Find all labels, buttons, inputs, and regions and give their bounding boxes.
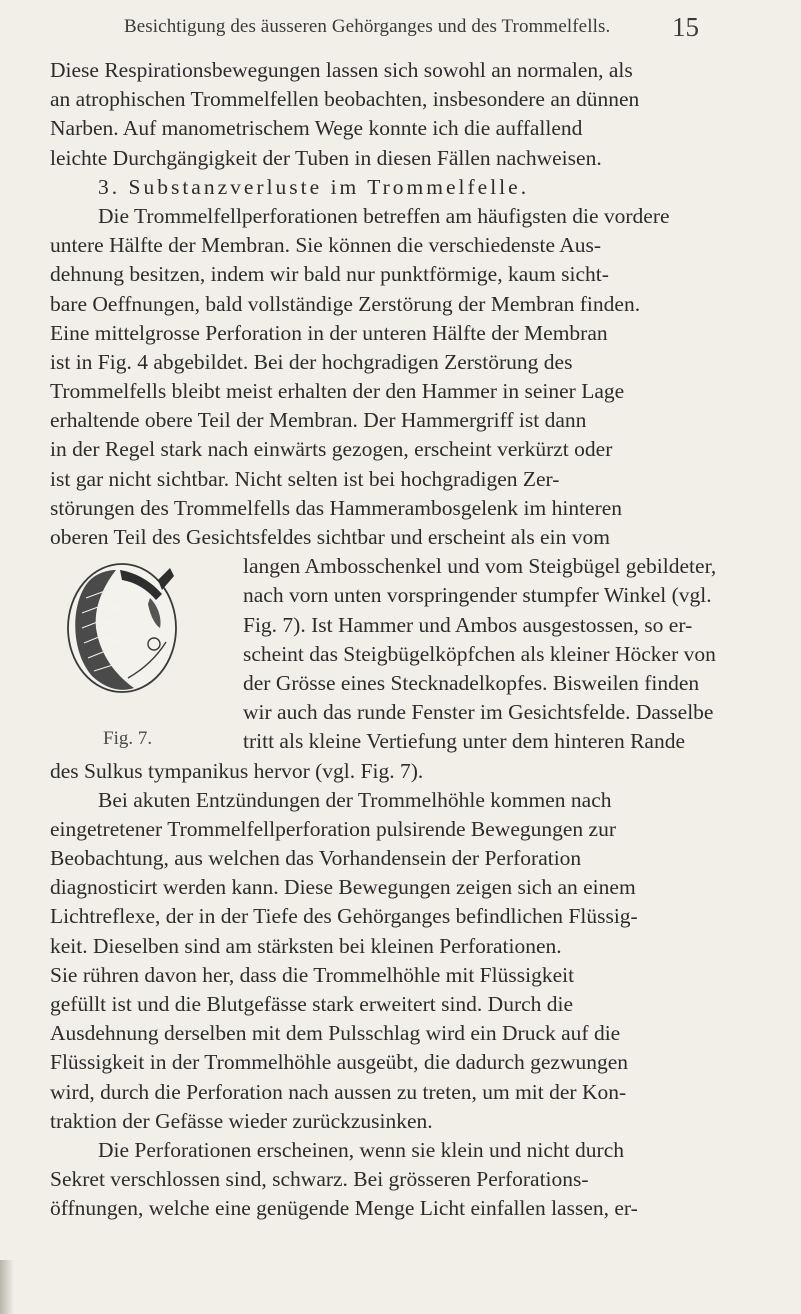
text-line: an atrophischen Trommelfellen beobachten, insbesondere an dünnen bbox=[50, 87, 640, 112]
text-line: Sekret verschlossen sind, schwarz. Bei grösseren Perforations- bbox=[50, 1167, 589, 1192]
text-line: Diese Respirationsbewegungen lassen sich sowohl an normalen, als bbox=[50, 58, 633, 82]
text-line: eingetretener Trommelfellperforation pulsirende Bewegungen zur bbox=[50, 816, 616, 841]
text-line: scheint das Steigbügelköpfchen als kleiner Höcker von bbox=[243, 641, 716, 666]
text-line: Die Trommelfellperforationen betreffen am häufigsten die vordere bbox=[98, 203, 670, 228]
figure-caption: Fig. 7. bbox=[103, 728, 153, 749]
text-line: Narben. Auf manometrischem Wege konnte ich die auffallend bbox=[50, 116, 583, 141]
text-line: Bei akuten Entzündungen der Trommelhöhle kommen nach bbox=[98, 787, 612, 812]
text-line: wird, durch die Perforation nach aussen zu treten, um mit der Kon- bbox=[50, 1079, 627, 1104]
text-line: nach vorn unten vorspringender stumpfer Winkel (vgl. bbox=[243, 583, 712, 608]
text-line: oberen Teil des Gesichtsfeldes sichtbar und erscheint als ein vom bbox=[50, 525, 610, 549]
text-line: Lichtreflexe, der in der Tiefe des Gehörganges befindlichen Flüssig- bbox=[50, 904, 638, 929]
text-line: keit. Dieselben sind am stärksten bei kleinen Perforationen. bbox=[50, 933, 562, 958]
text-line: erhaltende obere Teil der Membran. Der Hammergriff ist dann bbox=[50, 408, 587, 433]
header-title: Besichtigung des äusseren Gehörganges und des Trommelfells. bbox=[124, 16, 611, 37]
text-line: Fig. 7). Ist Hammer und Ambos ausgestossen, so er- bbox=[243, 612, 693, 637]
section-heading: 3. Substanzverluste im Trommelfelle. bbox=[98, 174, 530, 199]
eardrum-illustration bbox=[62, 558, 184, 698]
text-line: traktion der Gefässe wieder zurückzusinken. bbox=[50, 1108, 433, 1133]
text-line: Eine mittelgrosse Perforation in der unteren Hälfte der Membran bbox=[50, 320, 608, 345]
text-line: störungen des Trommelfells das Hammerambosgelenk im hinteren bbox=[50, 495, 623, 520]
text-line: dehnung besitzen, indem wir bald nur punktförmige, kaum sicht- bbox=[50, 262, 609, 287]
text-line: ist gar nicht sichtbar. Nicht selten ist bei hochgradigen Zer- bbox=[50, 466, 560, 491]
text-line: diagnosticirt werden kann. Diese Bewegungen zeigen sich an einem bbox=[50, 875, 636, 900]
text-line: der Grösse eines Stecknadelkopfes. Bisweilen finden bbox=[243, 670, 700, 695]
text-line: Sie rühren davon her, dass die Trommelhöhle mit Flüssigkeit bbox=[50, 962, 575, 987]
text-line: tritt als kleine Vertiefung unter dem hinteren Rande bbox=[243, 729, 686, 754]
text-line: öffnungen, welche eine genügende Menge Licht einfallen lassen, er- bbox=[50, 1196, 638, 1221]
text-line: Trommelfells bleibt meist erhalten der den Hammer in seiner Lage bbox=[50, 379, 625, 404]
text-line: langen Ambosschenkel und vom Steigbügel gebildeter, bbox=[243, 554, 717, 579]
text-line: des Sulkus tympanikus hervor (vgl. Fig. 7). bbox=[50, 758, 424, 783]
text-line: Die Perforationen erscheinen, wenn sie klein und nicht durch bbox=[98, 1137, 624, 1162]
text-line: Beobachtung, aus welchen das Vorhandensein der Perforation bbox=[50, 846, 582, 871]
text-line: Ausdehnung derselben mit dem Pulsschlag wird ein Druck auf die bbox=[50, 1021, 621, 1046]
page-number: 15 bbox=[672, 12, 699, 42]
text-line: wir auch das runde Fenster im Gesichtsfelde. Dasselbe bbox=[243, 700, 714, 725]
running-header bbox=[0, 12, 801, 42]
figure-7 bbox=[62, 558, 184, 698]
text-line: gefüllt ist und die Blutgefässe stark erweitert sind. Durch die bbox=[50, 992, 574, 1016]
text-line: ist in Fig. 4 abgebildet. Bei der hochgradigen Zerstörung des bbox=[50, 349, 573, 374]
text-line: bare Oeffnungen, bald vollständige Zerstörung der Membran finden. bbox=[50, 291, 641, 316]
text-line: untere Hälfte der Membran. Sie können die verschiedenste Aus- bbox=[50, 233, 602, 258]
text-line: Flüssigkeit in der Trommelhöhle ausgeübt, die dadurch gezwungen bbox=[50, 1050, 629, 1075]
text-line: leichte Durchgängigkeit der Tuben in diesen Fällen nachweisen. bbox=[50, 145, 602, 170]
text-line: in der Regel stark nach einwärts gezogen, erscheint verkürzt oder bbox=[50, 437, 613, 462]
page-edge-shadow bbox=[0, 1260, 14, 1314]
